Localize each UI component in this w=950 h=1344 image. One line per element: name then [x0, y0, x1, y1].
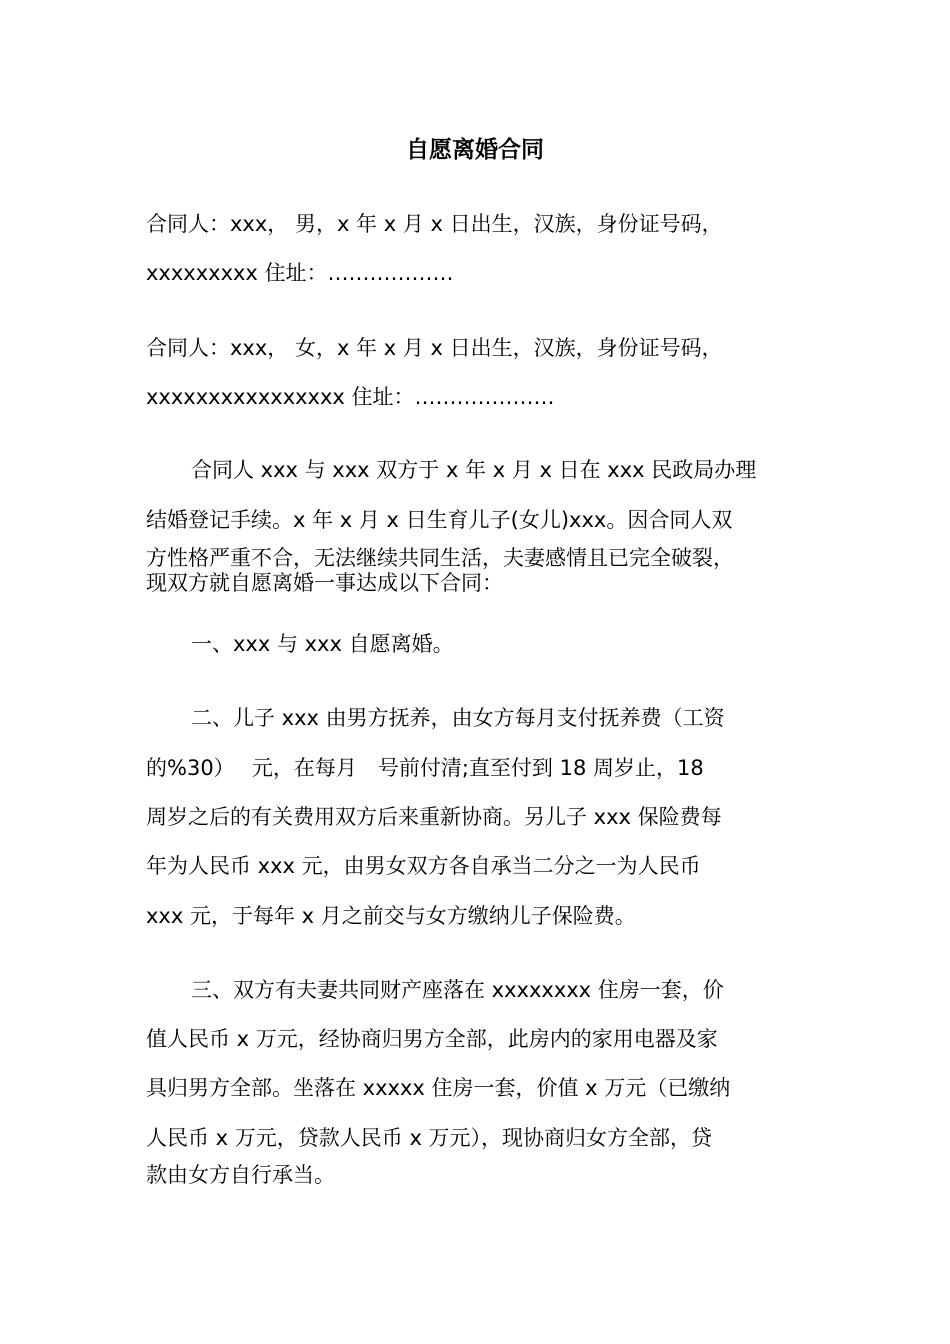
clause-3-line-4: 人民币 x 万元，贷款人民币 x 万元），现协商归女方全部，贷	[146, 1126, 713, 1150]
intro-line-3: 方性格严重不合，无法继续共同生活，夫妻感情且已完全破裂，	[146, 546, 734, 570]
clause-3-line-2: 值人民币 x 万元，经协商归男方全部，此房内的家用电器及家	[146, 1027, 718, 1051]
clause-2-line-2: 的%30） 元，在每月 号前付清;直至付到 18 周岁止，18	[146, 756, 704, 780]
party-male-line-2: xxxxxxxxx 住址：………………	[146, 261, 454, 285]
clause-2-line-5: xxx 元，于每年 x 月之前交与女方缴纳儿子保险费。	[146, 904, 636, 928]
clause-2-line-1: 二、儿子 xxx 由男方抚养，由女方每月支付抚养费（工资	[191, 706, 725, 730]
document-title: 自愿离婚合同	[406, 137, 544, 163]
intro-line-1: 合同人 xxx 与 xxx 双方于 x 年 x 月 x 日在 xxx 民政局办理	[191, 458, 757, 482]
clause-3-line-3: 具归男方全部。坐落在 xxxxx 住房一套，价值 x 万元（已缴纳	[146, 1076, 731, 1100]
clause-3-line-5: 款由女方自行承当。	[146, 1163, 335, 1187]
clause-1-line-1: 一、xxx 与 xxx 自愿离婚。	[191, 632, 454, 656]
party-male-line-1: 合同人：xxx， 男，x 年 x 月 x 日出生，汉族，身份证号码，	[146, 212, 723, 236]
party-female-line-1: 合同人：xxx， 女，x 年 x 月 x 日出生，汉族，身份证号码，	[146, 336, 723, 360]
clause-2-line-3: 周岁之后的有关费用双方后来重新协商。另儿子 xxx 保险费每	[146, 805, 722, 829]
clause-2-line-4: 年为人民币 xxx 元，由男女双方各自承当二分之一为人民币	[146, 854, 701, 878]
party-female-line-2: xxxxxxxxxxxxxxxx 住址：………………‥	[146, 385, 555, 409]
clause-3-line-1: 三、双方有夫妻共同财产座落在 xxxxxxxx 住房一套，价	[191, 978, 724, 1002]
intro-line-2: 结婚登记手续。x 年 x 月 x 日生育儿子(女儿)xxx。因合同人双	[146, 508, 733, 532]
intro-line-4: 现双方就自愿离婚一事达成以下合同：	[146, 571, 503, 595]
